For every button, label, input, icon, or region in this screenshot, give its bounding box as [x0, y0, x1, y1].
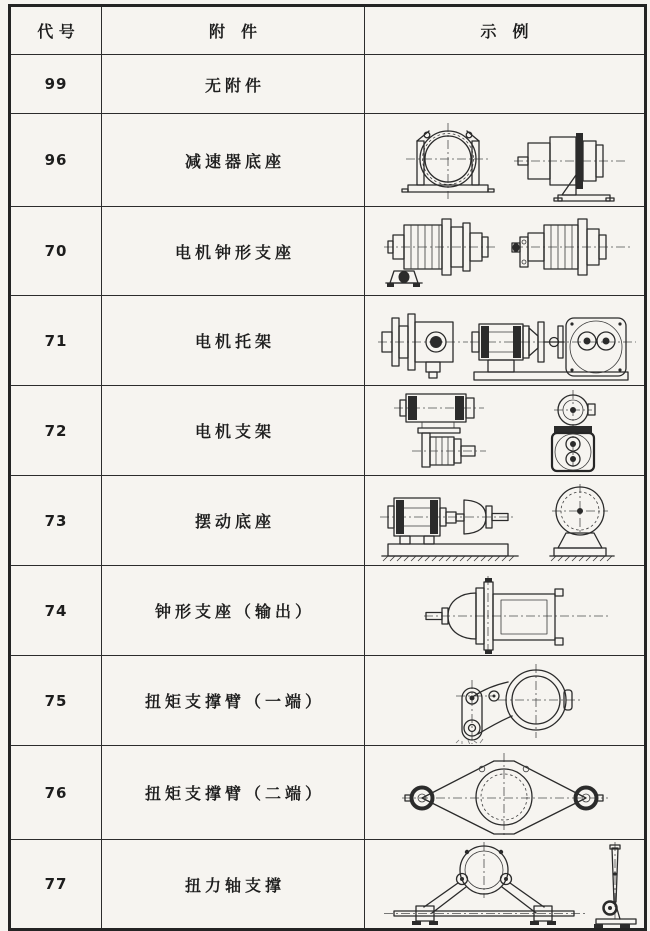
code-99: 99: [10, 55, 102, 114]
code-70: 70: [10, 207, 102, 296]
table-row: [10, 296, 646, 386]
accessory-label: 扭力轴支撑: [102, 840, 365, 930]
table-row: [10, 386, 646, 476]
accessory-label: 摆动底座: [102, 476, 365, 566]
reducer-base-drawing: [368, 117, 642, 203]
accessory-label: 无附件: [102, 55, 365, 114]
accessory-label: 钟形支座（输出）: [102, 566, 365, 656]
accessory-code-table: [8, 4, 647, 931]
accessory-label: 扭矩支撑臂（二端）: [102, 746, 365, 840]
header-accessory: 附 件: [102, 6, 365, 55]
example-output-bell-support: [365, 566, 646, 656]
example-motor-bracket: [365, 296, 646, 386]
example-motor-bell-support: [365, 207, 646, 296]
table-row: [10, 55, 646, 114]
code-76: 76: [10, 746, 102, 840]
motor-bell-support-drawing: [368, 209, 642, 293]
swing-base-drawing: [368, 478, 642, 564]
accessory-label: 扭矩支撑臂（一端）: [102, 656, 365, 746]
accessory-label: 减速器底座: [102, 114, 365, 207]
code-72: 72: [10, 386, 102, 476]
table-header-row: [10, 6, 646, 55]
torque-arm-two-end-drawing: [368, 749, 642, 837]
example-swing-base: [365, 476, 646, 566]
header-example: 示 例: [365, 6, 646, 55]
table-row: [10, 840, 646, 930]
motor-frame-drawing: [368, 388, 642, 474]
example-motor-frame: [365, 386, 646, 476]
table-row: [10, 746, 646, 840]
header-code: 代 号: [10, 6, 102, 55]
example-torque-arm-two-end: [365, 746, 646, 840]
torque-arm-one-end-drawing: [368, 658, 642, 744]
table-row: [10, 476, 646, 566]
code-73: 73: [10, 476, 102, 566]
table-row: [10, 114, 646, 207]
output-bell-support-drawing: [368, 568, 642, 654]
accessory-label: 电机支架: [102, 386, 365, 476]
code-71: 71: [10, 296, 102, 386]
example-torsion-shaft-support: [365, 840, 646, 930]
code-74: 74: [10, 566, 102, 656]
code-75: 75: [10, 656, 102, 746]
table-row: [10, 656, 646, 746]
example-reducer-base: [365, 114, 646, 207]
table-row: [10, 207, 646, 296]
motor-bracket-drawing: [368, 298, 642, 384]
example-empty: [365, 55, 646, 114]
accessory-label: 电机钟形支座: [102, 207, 365, 296]
table-row: [10, 566, 646, 656]
code-77: 77: [10, 840, 102, 930]
code-96: 96: [10, 114, 102, 207]
torsion-shaft-support-drawing: [368, 840, 642, 928]
example-torque-arm-one-end: [365, 656, 646, 746]
accessory-label: 电机托架: [102, 296, 365, 386]
